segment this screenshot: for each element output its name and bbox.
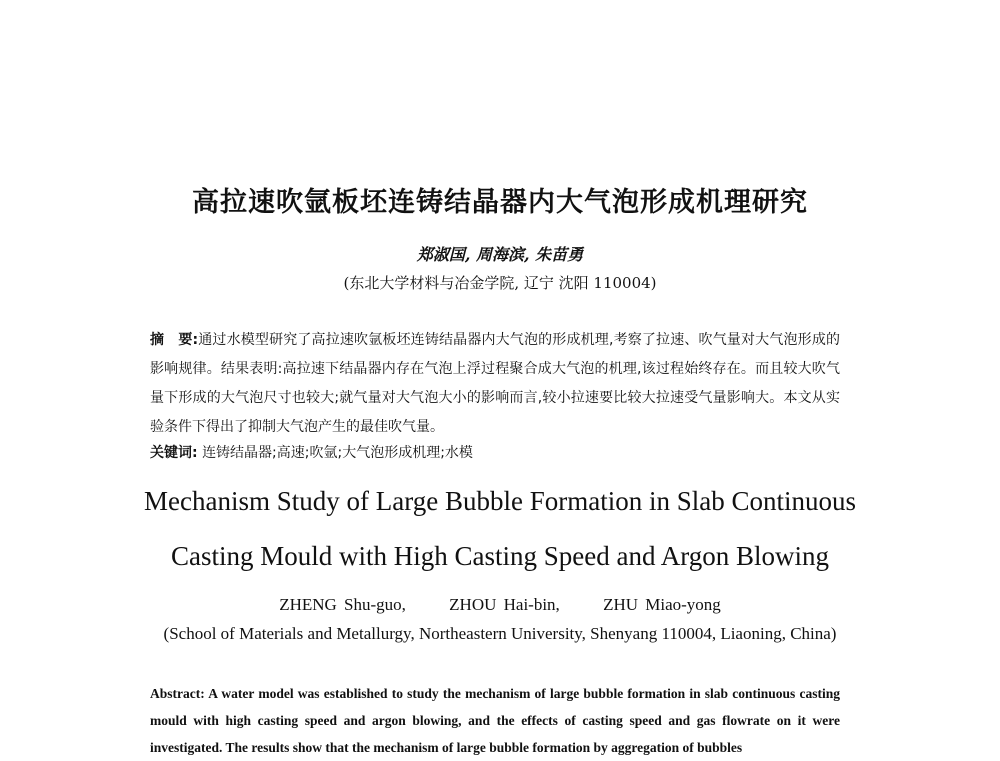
english-author: ZHOU Hai-bin, [449,595,560,614]
english-authors [0,595,1000,615]
chinese-affiliation: (东北大学材料与冶金学院, 辽宁 沈阳 110004) [343,274,657,292]
english-affiliation: (School of Materials and Metallurgy, Northeastern University, Shenyang 110004, Liaoning, China) [163,624,837,643]
english-abstract: Abstract: A water model was established to study the mechanism of large bubble formation in slab continuous casting mould with high casting speed and argon blowing, and the effects of casting speed and gas flowrate on it were investigated. The results show that the mechanism of large bubble formation by aggregation of bubbles [150,686,840,755]
chinese-abstract-text: 通过水模型研究了高拉速吹氩板坯连铸结晶器内大气泡的形成机理,考察了拉速、吹气量对大气泡形成的影响规律。结果表明:高拉速下结晶器内存在气泡上浮过程聚合成大气泡的机理,该过程始终存在。而且较大吹气量下形成的大气泡尺寸也较大;就气量对大气泡大小的影响而言,较小拉速要比较大拉速受气量影响大。本文从实验条件下得出了抑制大气泡产生的最佳吹气量。 [150,332,840,435]
chinese-keywords [150,442,840,462]
english-title-line-1: Mechanism Study of Large Bubble Formation in Slab Continuous [144,486,856,516]
chinese-keywords-label: 关键词: [150,445,198,461]
chinese-authors: 郑淑国, 周海滨, 朱苗勇 [416,245,584,264]
chinese-abstract [150,326,840,442]
chinese-title: 高拉速吹氩板坯连铸结晶器内大气泡形成机理研究 [192,187,808,218]
chinese-abstract-label: 摘 要: [150,332,199,348]
english-author: ZHENG Shu-guo, [279,595,406,614]
english-author: ZHU Miao-yong [603,595,721,614]
chinese-keywords-text: 连铸结晶器;高速;吹氩;大气泡形成机理;水模 [202,445,473,461]
english-title [0,474,1000,584]
english-title-line-2: Casting Mould with High Casting Speed and Argon Blowing [170,541,829,571]
